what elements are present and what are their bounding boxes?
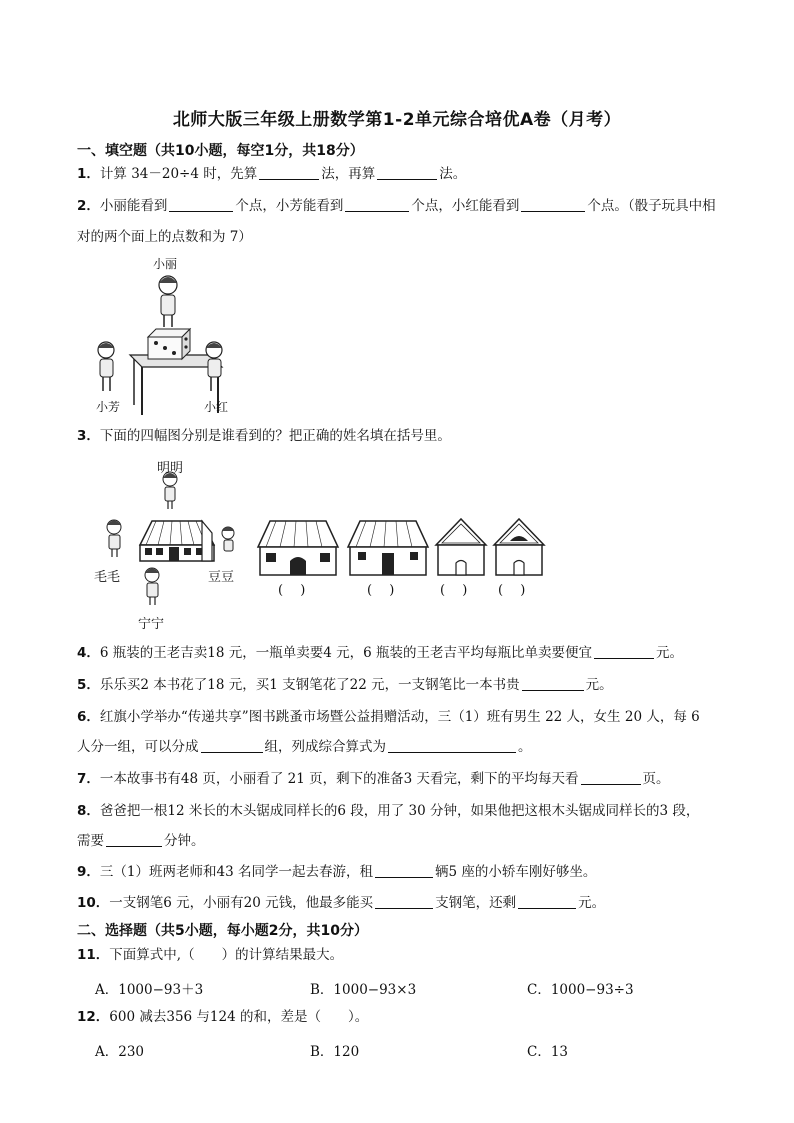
- answer-blank[interactable]: [377, 165, 437, 180]
- section-heading-multiple-choice: 二、选择题（共5小题，每小题2分，共10分）: [77, 923, 368, 939]
- answer-paren-1[interactable]: ( ): [278, 583, 306, 598]
- answer-blank[interactable]: [375, 894, 433, 909]
- question-6-line-2: 人分一组，可以分成 组，列成综合算式为 。: [77, 739, 532, 755]
- question-4: 4．6 瓶装的王老吉卖18 元，一瓶单卖要4 元，6 瓶装的王老吉平均每瓶比单卖要便宜 元。: [77, 645, 684, 661]
- answer-paren-3[interactable]: ( ): [440, 583, 468, 598]
- name-label-mingming: 明明: [157, 461, 184, 476]
- question-2-line-2: 对的两个面上的点数和为 7）: [77, 229, 252, 245]
- houses-illustration: [90, 455, 560, 635]
- q12-option-a[interactable]: A．230: [95, 1044, 145, 1060]
- answer-blank[interactable]: [522, 676, 584, 691]
- answer-blank[interactable]: [106, 832, 162, 847]
- dice-table-figure: [90, 255, 250, 420]
- question-9: 9．三（1）班两老师和43 名同学一起去春游，租 辆5 座的小轿车刚好够坐。: [77, 864, 597, 880]
- name-label-ningning: 宁宁: [138, 617, 165, 632]
- figure-label-right: 小红: [204, 400, 229, 414]
- answer-blank[interactable]: [594, 644, 654, 659]
- answer-blank[interactable]: [345, 197, 409, 212]
- q11-option-a[interactable]: A．1000−93＋3: [95, 982, 204, 998]
- houses-figure: [90, 455, 560, 635]
- answer-blank[interactable]: [375, 863, 433, 878]
- answer-paren-4[interactable]: ( ): [498, 583, 526, 598]
- question-1: 1．计算 34－20÷4 时，先算 法，再算 法。: [77, 166, 467, 182]
- question-10: 10．一支钢笔6 元，小丽有20 元钱，他最多能买 支钢笔，还剩 元。: [77, 895, 606, 911]
- page-title: 北师大版三年级上册数学第1-2单元综合培优A卷（月考）: [172, 110, 622, 130]
- name-label-doudou: 豆豆: [208, 570, 235, 585]
- question-11: 11．下面算式中,（ ）的计算结果最大。: [77, 947, 344, 963]
- name-label-maomao: 毛毛: [94, 570, 121, 585]
- question-8: 8．爸爸把一根12 米长的木头锯成同样长的6 段，用了 30 分钟，如果他把这根木头锯成同样长的3 段，: [77, 803, 700, 819]
- q11-option-b[interactable]: B．1000−93×3: [310, 982, 417, 998]
- answer-paren-2[interactable]: ( ): [367, 583, 395, 598]
- q12-option-c[interactable]: C．13: [527, 1044, 569, 1060]
- q12-option-b[interactable]: B．120: [310, 1044, 360, 1060]
- question-3: 3．下面的四幅图分别是谁看到的？把正确的姓名填在括号里。: [77, 428, 451, 444]
- dice-illustration: [90, 255, 250, 420]
- question-6: 6．红旗小学举办“传递共享”图书跳蚤市场暨公益捐赠活动，三（1）班有男生 22 人，女生 20 人，每 6: [77, 709, 700, 725]
- figure-label-left: 小芳: [96, 400, 121, 414]
- answer-blank[interactable]: [581, 770, 641, 785]
- answer-blank[interactable]: [521, 197, 585, 212]
- answer-blank[interactable]: [259, 165, 319, 180]
- section-heading-fill-blank: 一、填空题（共10小题，每空1分，共18分）: [77, 143, 364, 159]
- figure-label-top: 小丽: [153, 257, 178, 271]
- answer-blank[interactable]: [518, 894, 576, 909]
- question-5: 5．乐乐买2 本书花了18 元，买1 支钢笔花了22 元，一支钢笔比一本书贵 元。: [77, 677, 613, 693]
- answer-blank[interactable]: [388, 738, 516, 753]
- answer-blank[interactable]: [201, 738, 263, 753]
- question-2: 2．小丽能看到 个点，小芳能看到 个点，小红能看到 个点。（骰子玩具中相: [77, 198, 716, 214]
- q11-option-c[interactable]: C．1000−93÷3: [527, 982, 634, 998]
- answer-blank[interactable]: [169, 197, 233, 212]
- question-8-line-2: 需要 分钟。: [77, 833, 205, 849]
- question-12: 12．600 减去356 与124 的和，差是（ ）。: [77, 1009, 369, 1025]
- question-7: 7．一本故事书有48 页，小丽看了 21 页，剩下的准备3 天看完，剩下的平均每天看 页。: [77, 771, 670, 787]
